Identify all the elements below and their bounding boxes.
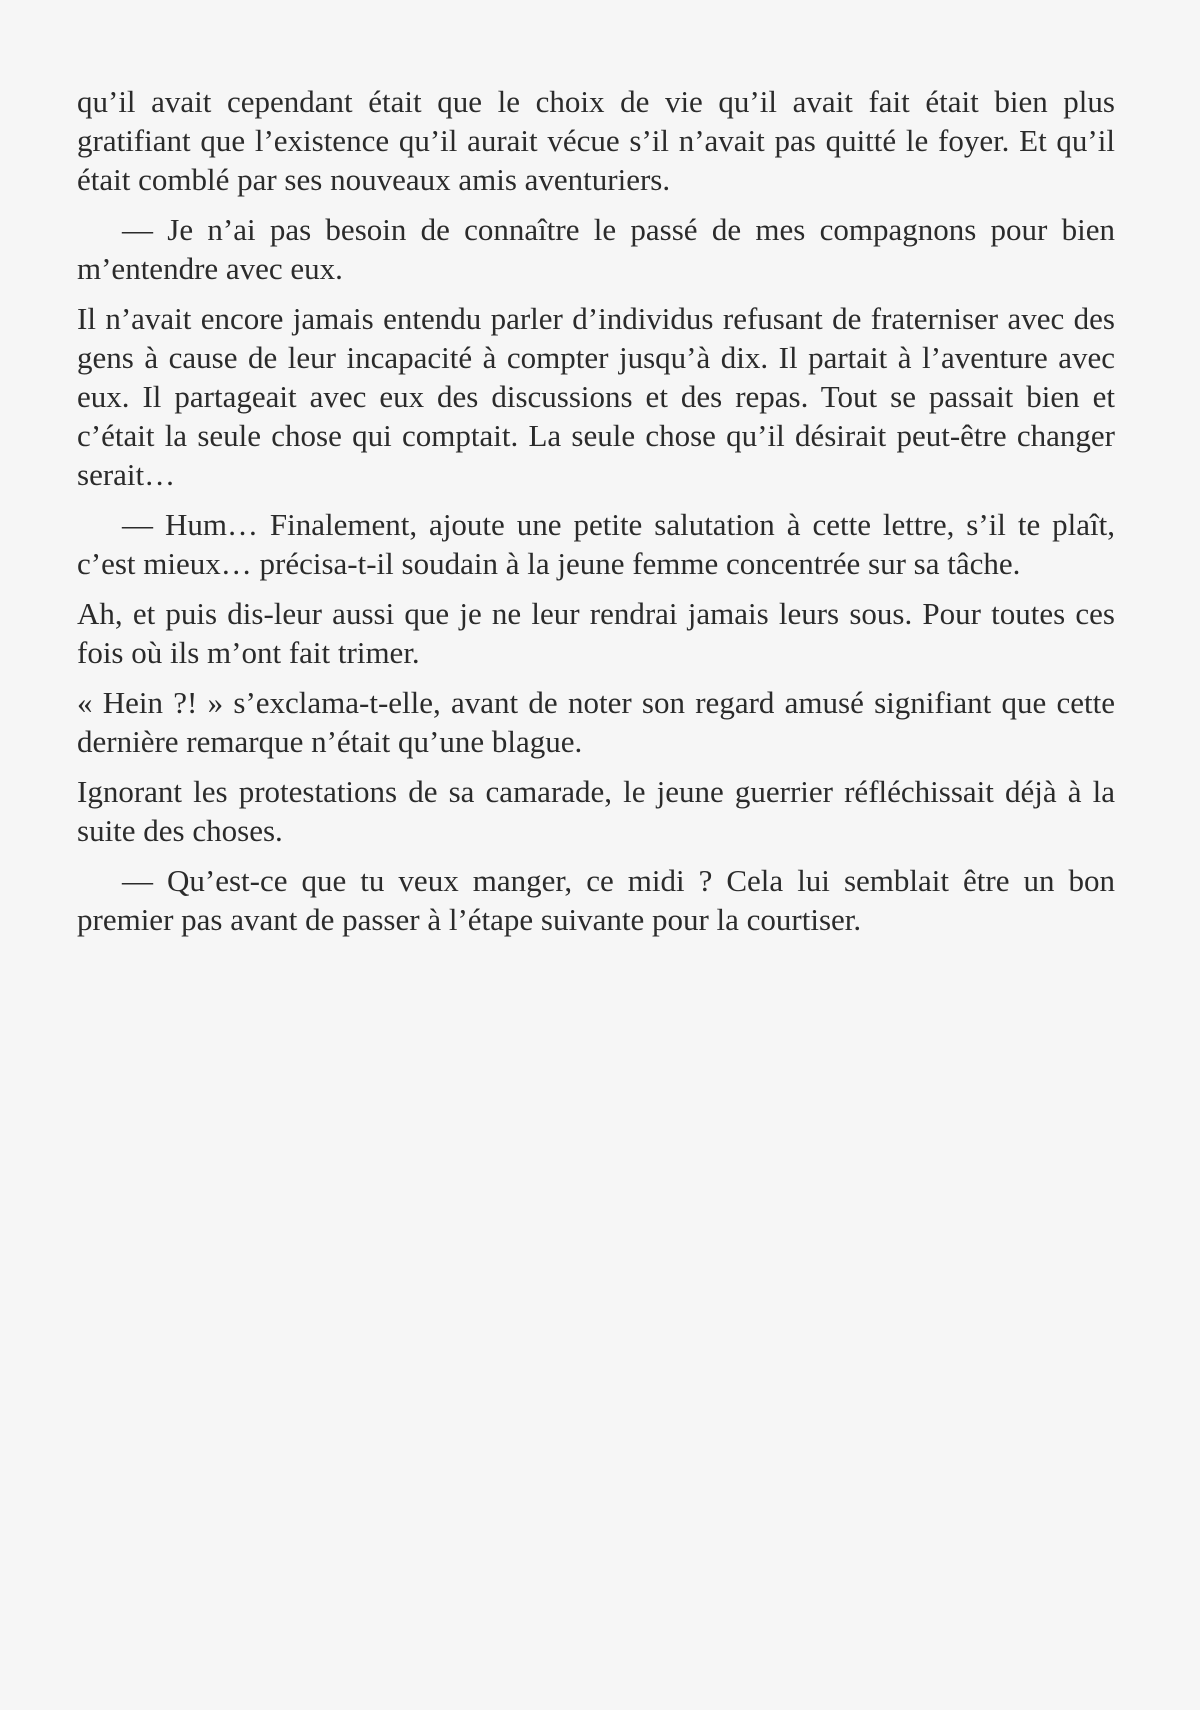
document-page [77, 82, 1115, 950]
paragraph-5: Ah, et puis dis-leur aussi que je ne leur rendrai jamais leurs sous. Pour toutes ces fois où ils m’ont fait trimer. [77, 596, 1115, 670]
paragraph-1: qu’il avait cependant était que le choix de vie qu’il avait fait était bien plus gratifiant que l’existence qu’il aurait vécue s’il n’avait pas quitté le foyer. Et qu’il était comblé par ses nouveaux amis aventuriers. [77, 84, 1115, 197]
paragraph-4-dialogue: — Hum… Finalement, ajoute une petite salutation à cette lettre, s’il te plaît, c’est mieux… précisa-t-il soudain à la jeune femme concentrée sur sa tâche. [77, 507, 1115, 581]
paragraph-7: Ignorant les protestations de sa camarade, le jeune guerrier réfléchissait déjà à la suite des choses. [77, 774, 1115, 848]
paragraph-2-dialogue: — Je n’ai pas besoin de connaître le passé de mes compagnons pour bien m’entendre avec eux. [77, 212, 1115, 286]
paragraph-8-dialogue: — Qu’est-ce que tu veux manger, ce midi ? Cela lui semblait être un bon premier pas avant de passer à l’étape suivante pour la courtiser. [77, 863, 1115, 937]
paragraph-6: « Hein ?! » s’exclama-t-elle, avant de noter son regard amusé signifiant que cette dernière remarque n’était qu’une blague. [77, 685, 1115, 759]
paragraph-3: Il n’avait encore jamais entendu parler d’individus refusant de fraterniser avec des gens à cause de leur incapacité à compter jusqu’à dix. Il partait à l’aventure avec eux. Il partageait avec eux des discussions et des repas. Tout se passait bien et c’était la seule chose qui comptait. La seule chose qu’il désirait peut-être changer serait… [77, 301, 1115, 492]
